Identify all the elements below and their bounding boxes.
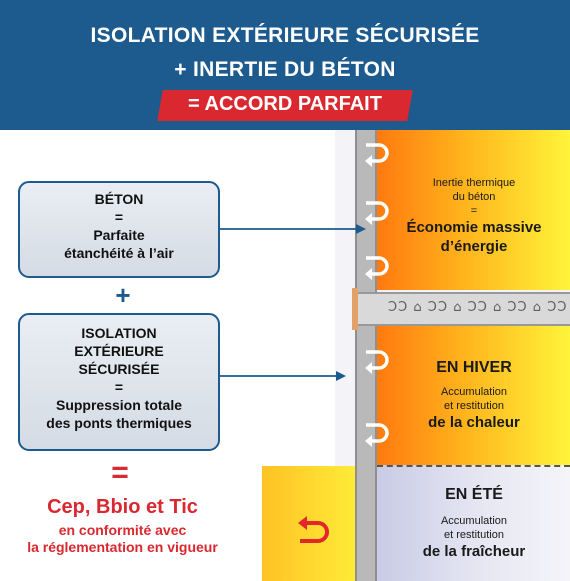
isolation-line2: EXTÉRIEURE xyxy=(74,343,164,359)
winter-small-1: Accumulation xyxy=(440,386,508,398)
accord-banner-text: = ACCORD PARFAIT xyxy=(188,93,382,115)
isolation-box xyxy=(18,313,220,451)
beton-line1: Parfaite xyxy=(93,227,145,243)
result-title: Cep, Bbio et Tic xyxy=(47,496,198,518)
result-line2: la réglementation en vigueur xyxy=(27,539,218,555)
isolation-line3: SÉCURISÉE xyxy=(78,361,160,377)
plus-sign: + xyxy=(115,280,131,310)
summer-text xyxy=(380,485,568,561)
result-subtitle xyxy=(0,522,245,556)
inertia-big-2: d’énergie xyxy=(440,238,508,255)
hollow-core-slab-icon: ƆƆ ⌂ ƆƆ ⌂ ƆƆ ⌂ ƆƆ ⌂ ƆƆ xyxy=(388,300,568,315)
beton-box xyxy=(18,181,220,278)
summer-small-2: et restitution xyxy=(444,529,504,541)
winter-text xyxy=(380,358,568,432)
beton-equals: = xyxy=(114,209,124,225)
inertia-equals: = xyxy=(470,205,478,217)
isolation-equals: = xyxy=(114,379,124,395)
winter-small-2: et restitution xyxy=(444,400,504,412)
u-turn-arrow-icon xyxy=(362,140,394,168)
u-turn-arrow-icon xyxy=(362,253,394,281)
slab-edge-insulation xyxy=(352,288,358,330)
isolation-line5: des ponts thermiques xyxy=(46,415,192,431)
result-equals: = xyxy=(111,456,129,489)
header-title-line2: + INERTIE DU BÉTON xyxy=(174,58,396,81)
isolation-line4: Suppression totale xyxy=(55,397,183,413)
inertia-small-2: du béton xyxy=(452,191,496,203)
inertia-big-1: Économie massive xyxy=(406,219,542,236)
inertia-text xyxy=(380,176,568,256)
beton-title: BÉTON xyxy=(94,191,144,207)
isolation-line1: ISOLATION xyxy=(81,325,157,341)
inertia-small-1: Inertie thermique xyxy=(432,177,516,189)
beton-line2: étanchéité à l’air xyxy=(64,245,174,261)
header-title-line1: ISOLATION EXTÉRIEURE SÉCURISÉE xyxy=(90,24,480,47)
summer-title: EN ÉTÉ xyxy=(445,486,503,503)
winter-title: EN HIVER xyxy=(436,359,512,376)
summer-small-1: Accumulation xyxy=(440,515,508,527)
summer-big: de la fraîcheur xyxy=(422,543,526,560)
result-line1: en conformité avec xyxy=(58,522,187,538)
winter-big: de la chaleur xyxy=(428,414,520,431)
return-arrow-icon xyxy=(292,515,332,549)
